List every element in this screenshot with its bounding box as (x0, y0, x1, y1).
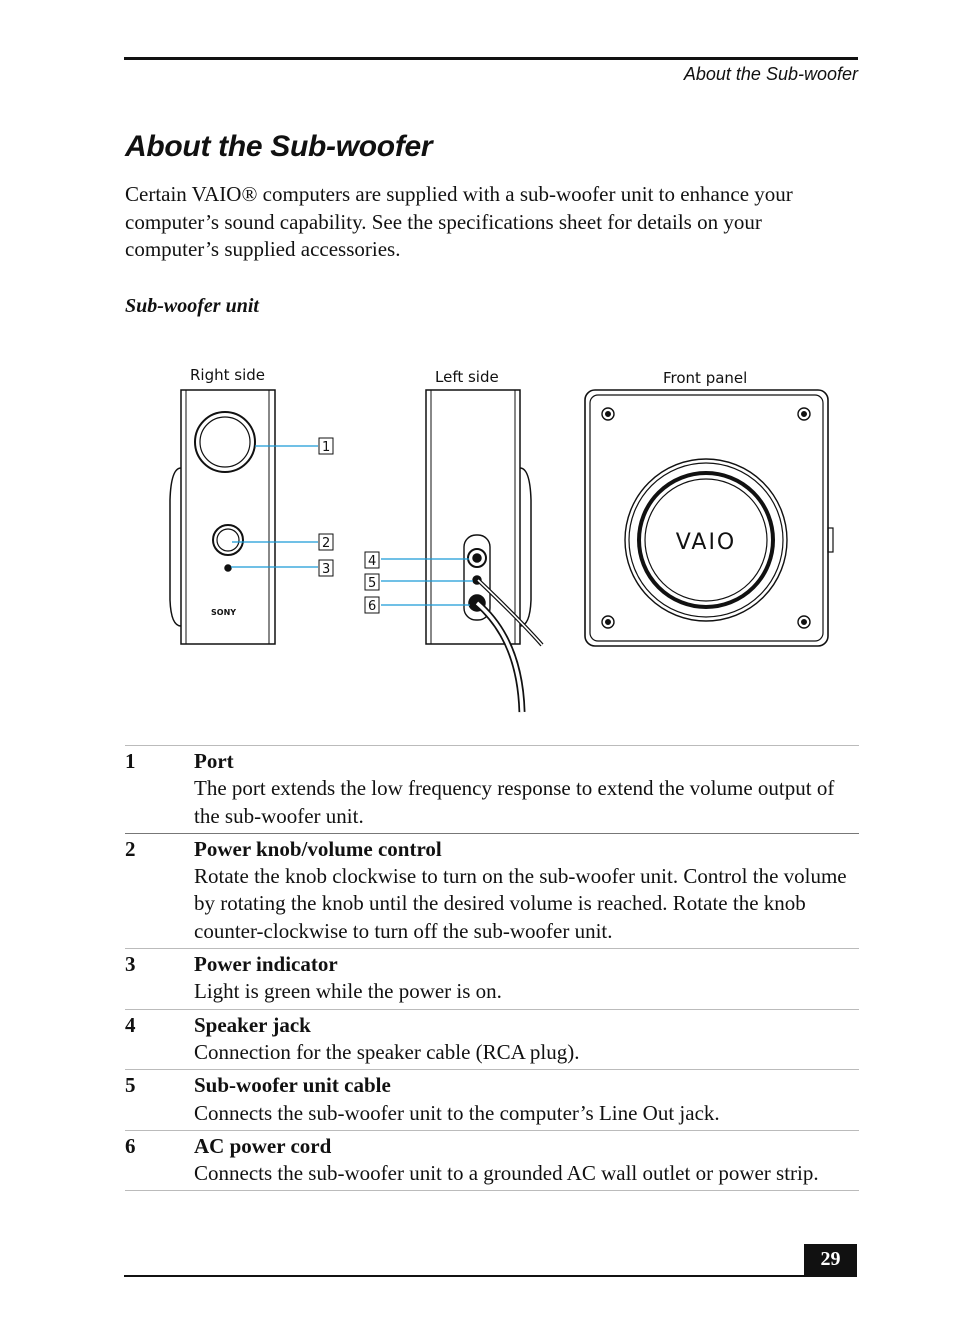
item-term: Speaker jack (194, 1012, 311, 1037)
table-row (125, 1131, 859, 1192)
item-description: Rotate the knob clockwise to turn on the sub-woofer unit. Control the volume by rotating the knob until the desired volume is reached. Rotate the knob counter-clockwise to turn off the sub-woofer unit. (194, 864, 847, 943)
table-row (125, 1070, 859, 1131)
item-number: 1 (125, 749, 136, 773)
port-icon (195, 412, 255, 472)
item-term: Power knob/volume control (194, 836, 442, 861)
page-title: About the Sub-woofer (125, 130, 433, 163)
right-side-view (170, 390, 275, 644)
item-term: Port (194, 749, 234, 773)
vaio-logo: VAIO (675, 530, 737, 555)
label-left-side: Left side (435, 368, 499, 386)
table-row (125, 949, 859, 1010)
callout-5: 5 (368, 576, 377, 591)
callout-3: 3 (322, 562, 331, 577)
callout-1: 1 (322, 440, 331, 455)
intro-paragraph: Certain VAIO® computers are supplied with a sub-woofer unit to enhance your computer’s sound capability. See the specifications sheet for details on your computer’s supplied accessories. (125, 182, 793, 261)
running-head: About the Sub-woofer (683, 64, 858, 84)
sony-logo: SONY (211, 608, 237, 617)
callouts-right (231, 438, 333, 577)
callout-4: 4 (368, 554, 377, 569)
page-number: 29 (804, 1244, 857, 1277)
left-side-view (426, 390, 542, 712)
item-term: AC power cord (194, 1133, 332, 1158)
item-description: Light is green while the power is on. (194, 979, 502, 1004)
item-description: Connects the sub-woofer unit to the computer’s Line Out jack. (194, 1100, 720, 1125)
item-number: 6 (125, 1133, 136, 1158)
figure-caption: Sub-woofer unit (125, 295, 259, 317)
item-description: Connects the sub-woofer unit to a grounded AC wall outlet or power strip. (194, 1161, 819, 1186)
item-number: 3 (125, 952, 136, 977)
item-description: The port extends the low frequency response to extend the volume output of the sub-woofer unit. (194, 776, 835, 828)
item-number: 2 (125, 836, 136, 861)
parts-table (125, 745, 859, 1191)
item-number: 5 (125, 1073, 136, 1098)
label-right-side: Right side (190, 366, 265, 384)
item-description: Connection for the speaker cable (RCA plug). (194, 1039, 580, 1064)
subwoofer-figure (0, 340, 954, 730)
table-row (125, 1010, 859, 1071)
bottom-rule (124, 1275, 857, 1277)
callout-6: 6 (368, 599, 377, 614)
table-row (125, 834, 859, 949)
power-indicator-icon (225, 565, 231, 571)
label-front-panel: Front panel (663, 369, 748, 387)
callouts-left (365, 552, 473, 614)
item-term: Sub-woofer unit cable (194, 1073, 391, 1098)
item-term: Power indicator (194, 952, 338, 977)
callout-2: 2 (322, 536, 331, 551)
top-rule (124, 57, 858, 60)
front-panel-view (585, 390, 833, 646)
table-row (125, 746, 859, 834)
item-number: 4 (125, 1012, 136, 1037)
